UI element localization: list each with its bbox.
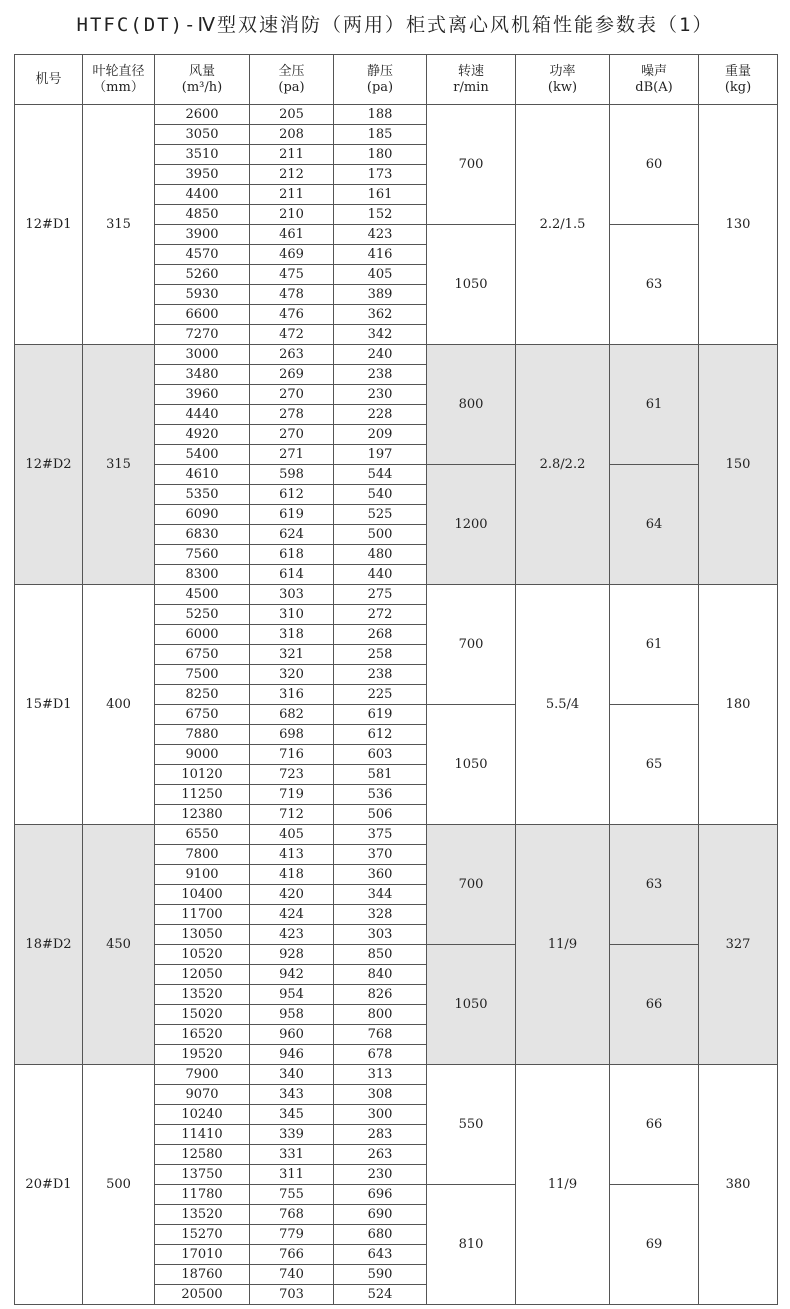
- total-pressure-cell: 612: [250, 485, 334, 505]
- static-pressure-cell: 525: [334, 505, 427, 525]
- airflow-cell: 15020: [155, 1005, 250, 1025]
- static-pressure-cell: 225: [334, 685, 427, 705]
- airflow-cell: 13520: [155, 985, 250, 1005]
- total-pressure-cell: 476: [250, 305, 334, 325]
- airflow-cell: 9100: [155, 865, 250, 885]
- noise-cell: 66: [610, 945, 699, 1065]
- airflow-cell: 11410: [155, 1125, 250, 1145]
- airflow-cell: 10520: [155, 945, 250, 965]
- header-cell: 转速 r/min: [427, 55, 516, 105]
- total-pressure-cell: 768: [250, 1205, 334, 1225]
- total-pressure-cell: 321: [250, 645, 334, 665]
- total-pressure-cell: 698: [250, 725, 334, 745]
- weight-cell: 180: [699, 585, 778, 825]
- airflow-cell: 3510: [155, 145, 250, 165]
- total-pressure-cell: 270: [250, 425, 334, 445]
- total-pressure-cell: 461: [250, 225, 334, 245]
- total-pressure-cell: 472: [250, 325, 334, 345]
- diameter-cell: 400: [83, 585, 155, 825]
- airflow-cell: 18760: [155, 1265, 250, 1285]
- static-pressure-cell: 389: [334, 285, 427, 305]
- total-pressure-cell: 614: [250, 565, 334, 585]
- airflow-cell: 12050: [155, 965, 250, 985]
- noise-cell: 60: [610, 105, 699, 225]
- total-pressure-cell: 716: [250, 745, 334, 765]
- total-pressure-cell: 618: [250, 545, 334, 565]
- total-pressure-cell: 310: [250, 605, 334, 625]
- static-pressure-cell: 603: [334, 745, 427, 765]
- total-pressure-cell: 269: [250, 365, 334, 385]
- weight-cell: 150: [699, 345, 778, 585]
- speed-cell: 800: [427, 345, 516, 465]
- static-pressure-cell: 619: [334, 705, 427, 725]
- total-pressure-cell: 703: [250, 1285, 334, 1305]
- static-pressure-cell: 362: [334, 305, 427, 325]
- total-pressure-cell: 719: [250, 785, 334, 805]
- model-cell: 12#D2: [15, 345, 83, 585]
- header-cell: 风量 (m³/h): [155, 55, 250, 105]
- power-cell: 11/9: [516, 825, 610, 1065]
- static-pressure-cell: 342: [334, 325, 427, 345]
- power-cell: 5.5/4: [516, 585, 610, 825]
- airflow-cell: 13520: [155, 1205, 250, 1225]
- total-pressure-cell: 210: [250, 205, 334, 225]
- weight-cell: 380: [699, 1065, 778, 1305]
- static-pressure-cell: 228: [334, 405, 427, 425]
- speed-cell: 700: [427, 825, 516, 945]
- airflow-cell: 6090: [155, 505, 250, 525]
- airflow-cell: 10400: [155, 885, 250, 905]
- total-pressure-cell: 339: [250, 1125, 334, 1145]
- static-pressure-cell: 263: [334, 1145, 427, 1165]
- airflow-cell: 4610: [155, 465, 250, 485]
- airflow-cell: 4570: [155, 245, 250, 265]
- noise-cell: 69: [610, 1185, 699, 1305]
- airflow-cell: 4400: [155, 185, 250, 205]
- static-pressure-cell: 209: [334, 425, 427, 445]
- total-pressure-cell: 271: [250, 445, 334, 465]
- total-pressure-cell: 212: [250, 165, 334, 185]
- static-pressure-cell: 360: [334, 865, 427, 885]
- airflow-cell: 3900: [155, 225, 250, 245]
- airflow-cell: 3000: [155, 345, 250, 365]
- power-cell: 2.2/1.5: [516, 105, 610, 345]
- speed-cell: 700: [427, 585, 516, 705]
- total-pressure-cell: 278: [250, 405, 334, 425]
- static-pressure-cell: 268: [334, 625, 427, 645]
- total-pressure-cell: 205: [250, 105, 334, 125]
- airflow-cell: 3950: [155, 165, 250, 185]
- power-cell: 11/9: [516, 1065, 610, 1305]
- total-pressure-cell: 598: [250, 465, 334, 485]
- total-pressure-cell: 311: [250, 1165, 334, 1185]
- total-pressure-cell: 345: [250, 1105, 334, 1125]
- static-pressure-cell: 416: [334, 245, 427, 265]
- static-pressure-cell: 405: [334, 265, 427, 285]
- static-pressure-cell: 238: [334, 365, 427, 385]
- airflow-cell: 13050: [155, 925, 250, 945]
- static-pressure-cell: 524: [334, 1285, 427, 1305]
- table-body: [15, 105, 778, 1305]
- static-pressure-cell: 272: [334, 605, 427, 625]
- total-pressure-cell: 624: [250, 525, 334, 545]
- total-pressure-cell: 316: [250, 685, 334, 705]
- static-pressure-cell: 581: [334, 765, 427, 785]
- airflow-cell: 3050: [155, 125, 250, 145]
- static-pressure-cell: 188: [334, 105, 427, 125]
- airflow-cell: 4920: [155, 425, 250, 445]
- total-pressure-cell: 723: [250, 765, 334, 785]
- static-pressure-cell: 540: [334, 485, 427, 505]
- speed-cell: 1050: [427, 225, 516, 345]
- total-pressure-cell: 318: [250, 625, 334, 645]
- power-cell: 2.8/2.2: [516, 345, 610, 585]
- static-pressure-cell: 308: [334, 1085, 427, 1105]
- total-pressure-cell: 779: [250, 1225, 334, 1245]
- total-pressure-cell: 343: [250, 1085, 334, 1105]
- total-pressure-cell: 413: [250, 845, 334, 865]
- speed-cell: 810: [427, 1185, 516, 1305]
- airflow-cell: 5260: [155, 265, 250, 285]
- total-pressure-cell: 211: [250, 185, 334, 205]
- header-row: [15, 55, 778, 105]
- speed-cell: 700: [427, 105, 516, 225]
- airflow-cell: 5350: [155, 485, 250, 505]
- static-pressure-cell: 800: [334, 1005, 427, 1025]
- static-pressure-cell: 283: [334, 1125, 427, 1145]
- total-pressure-cell: 475: [250, 265, 334, 285]
- total-pressure-cell: 478: [250, 285, 334, 305]
- airflow-cell: 6830: [155, 525, 250, 545]
- table-row: [15, 1065, 778, 1085]
- static-pressure-cell: 506: [334, 805, 427, 825]
- total-pressure-cell: 270: [250, 385, 334, 405]
- static-pressure-cell: 375: [334, 825, 427, 845]
- diameter-cell: 315: [83, 345, 155, 585]
- airflow-cell: 9070: [155, 1085, 250, 1105]
- total-pressure-cell: 942: [250, 965, 334, 985]
- static-pressure-cell: 696: [334, 1185, 427, 1205]
- total-pressure-cell: 424: [250, 905, 334, 925]
- static-pressure-cell: 258: [334, 645, 427, 665]
- static-pressure-cell: 590: [334, 1265, 427, 1285]
- airflow-cell: 20500: [155, 1285, 250, 1305]
- noise-cell: 65: [610, 705, 699, 825]
- airflow-cell: 12580: [155, 1145, 250, 1165]
- total-pressure-cell: 211: [250, 145, 334, 165]
- airflow-cell: 12380: [155, 805, 250, 825]
- table-row: [15, 825, 778, 845]
- noise-cell: 61: [610, 585, 699, 705]
- total-pressure-cell: 331: [250, 1145, 334, 1165]
- table-row: [15, 345, 778, 365]
- static-pressure-cell: 173: [334, 165, 427, 185]
- airflow-cell: 8250: [155, 685, 250, 705]
- static-pressure-cell: 440: [334, 565, 427, 585]
- airflow-cell: 6000: [155, 625, 250, 645]
- total-pressure-cell: 960: [250, 1025, 334, 1045]
- airflow-cell: 4500: [155, 585, 250, 605]
- airflow-cell: 11700: [155, 905, 250, 925]
- static-pressure-cell: 303: [334, 925, 427, 945]
- static-pressure-cell: 826: [334, 985, 427, 1005]
- table-row: [15, 585, 778, 605]
- diameter-cell: 500: [83, 1065, 155, 1305]
- airflow-cell: 10240: [155, 1105, 250, 1125]
- airflow-cell: 10120: [155, 765, 250, 785]
- noise-cell: 66: [610, 1065, 699, 1185]
- speed-cell: 1200: [427, 465, 516, 585]
- total-pressure-cell: 755: [250, 1185, 334, 1205]
- header-cell: 噪声 dB(A): [610, 55, 699, 105]
- airflow-cell: 3480: [155, 365, 250, 385]
- header-cell: 全压 (pa): [250, 55, 334, 105]
- static-pressure-cell: 840: [334, 965, 427, 985]
- airflow-cell: 16520: [155, 1025, 250, 1045]
- airflow-cell: 7900: [155, 1065, 250, 1085]
- total-pressure-cell: 405: [250, 825, 334, 845]
- airflow-cell: 15270: [155, 1225, 250, 1245]
- speed-cell: 1050: [427, 945, 516, 1065]
- noise-cell: 61: [610, 345, 699, 465]
- speed-cell: 1050: [427, 705, 516, 825]
- model-cell: 18#D2: [15, 825, 83, 1065]
- static-pressure-cell: 850: [334, 945, 427, 965]
- total-pressure-cell: 928: [250, 945, 334, 965]
- static-pressure-cell: 152: [334, 205, 427, 225]
- noise-cell: 64: [610, 465, 699, 585]
- static-pressure-cell: 230: [334, 1165, 427, 1185]
- total-pressure-cell: 740: [250, 1265, 334, 1285]
- airflow-cell: 7880: [155, 725, 250, 745]
- total-pressure-cell: 420: [250, 885, 334, 905]
- total-pressure-cell: 303: [250, 585, 334, 605]
- model-cell: 12#D1: [15, 105, 83, 345]
- model-cell: 20#D1: [15, 1065, 83, 1305]
- airflow-cell: 11780: [155, 1185, 250, 1205]
- static-pressure-cell: 680: [334, 1225, 427, 1245]
- total-pressure-cell: 418: [250, 865, 334, 885]
- diameter-cell: 450: [83, 825, 155, 1065]
- total-pressure-cell: 469: [250, 245, 334, 265]
- speed-cell: 550: [427, 1065, 516, 1185]
- airflow-cell: 5400: [155, 445, 250, 465]
- total-pressure-cell: 946: [250, 1045, 334, 1065]
- total-pressure-cell: 766: [250, 1245, 334, 1265]
- airflow-cell: 7270: [155, 325, 250, 345]
- header-cell: 重量 (kg): [699, 55, 778, 105]
- airflow-cell: 5250: [155, 605, 250, 625]
- noise-cell: 63: [610, 225, 699, 345]
- airflow-cell: 6750: [155, 645, 250, 665]
- static-pressure-cell: 240: [334, 345, 427, 365]
- static-pressure-cell: 500: [334, 525, 427, 545]
- static-pressure-cell: 544: [334, 465, 427, 485]
- airflow-cell: 5930: [155, 285, 250, 305]
- static-pressure-cell: 344: [334, 885, 427, 905]
- static-pressure-cell: 161: [334, 185, 427, 205]
- total-pressure-cell: 263: [250, 345, 334, 365]
- airflow-cell: 11250: [155, 785, 250, 805]
- noise-cell: 63: [610, 825, 699, 945]
- total-pressure-cell: 320: [250, 665, 334, 685]
- total-pressure-cell: 208: [250, 125, 334, 145]
- weight-cell: 130: [699, 105, 778, 345]
- total-pressure-cell: 340: [250, 1065, 334, 1085]
- header-cell: 静压 (pa): [334, 55, 427, 105]
- header-cell: 机号: [15, 55, 83, 105]
- static-pressure-cell: 180: [334, 145, 427, 165]
- total-pressure-cell: 682: [250, 705, 334, 725]
- static-pressure-cell: 185: [334, 125, 427, 145]
- static-pressure-cell: 238: [334, 665, 427, 685]
- static-pressure-cell: 275: [334, 585, 427, 605]
- airflow-cell: 7500: [155, 665, 250, 685]
- header-cell: 功率 (kw): [516, 55, 610, 105]
- total-pressure-cell: 954: [250, 985, 334, 1005]
- airflow-cell: 6750: [155, 705, 250, 725]
- static-pressure-cell: 197: [334, 445, 427, 465]
- diameter-cell: 315: [83, 105, 155, 345]
- static-pressure-cell: 536: [334, 785, 427, 805]
- static-pressure-cell: 643: [334, 1245, 427, 1265]
- static-pressure-cell: 480: [334, 545, 427, 565]
- airflow-cell: 4440: [155, 405, 250, 425]
- static-pressure-cell: 328: [334, 905, 427, 925]
- page-title: HTFC(DT)-Ⅳ型双速消防（两用）柜式离心风机箱性能参数表（1）: [76, 14, 714, 36]
- static-pressure-cell: 300: [334, 1105, 427, 1125]
- total-pressure-cell: 712: [250, 805, 334, 825]
- header-cell: 叶轮直径 （mm）: [83, 55, 155, 105]
- total-pressure-cell: 423: [250, 925, 334, 945]
- total-pressure-cell: 958: [250, 1005, 334, 1025]
- airflow-cell: 9000: [155, 745, 250, 765]
- airflow-cell: 17010: [155, 1245, 250, 1265]
- static-pressure-cell: 230: [334, 385, 427, 405]
- static-pressure-cell: 370: [334, 845, 427, 865]
- total-pressure-cell: 619: [250, 505, 334, 525]
- airflow-cell: 3960: [155, 385, 250, 405]
- static-pressure-cell: 678: [334, 1045, 427, 1065]
- static-pressure-cell: 690: [334, 1205, 427, 1225]
- performance-table: [14, 54, 778, 1305]
- airflow-cell: 7800: [155, 845, 250, 865]
- static-pressure-cell: 423: [334, 225, 427, 245]
- airflow-cell: 19520: [155, 1045, 250, 1065]
- airflow-cell: 13750: [155, 1165, 250, 1185]
- weight-cell: 327: [699, 825, 778, 1065]
- airflow-cell: 8300: [155, 565, 250, 585]
- airflow-cell: 6550: [155, 825, 250, 845]
- airflow-cell: 2600: [155, 105, 250, 125]
- static-pressure-cell: 313: [334, 1065, 427, 1085]
- static-pressure-cell: 768: [334, 1025, 427, 1045]
- airflow-cell: 6600: [155, 305, 250, 325]
- model-cell: 15#D1: [15, 585, 83, 825]
- airflow-cell: 7560: [155, 545, 250, 565]
- static-pressure-cell: 612: [334, 725, 427, 745]
- airflow-cell: 4850: [155, 205, 250, 225]
- table-row: [15, 105, 778, 125]
